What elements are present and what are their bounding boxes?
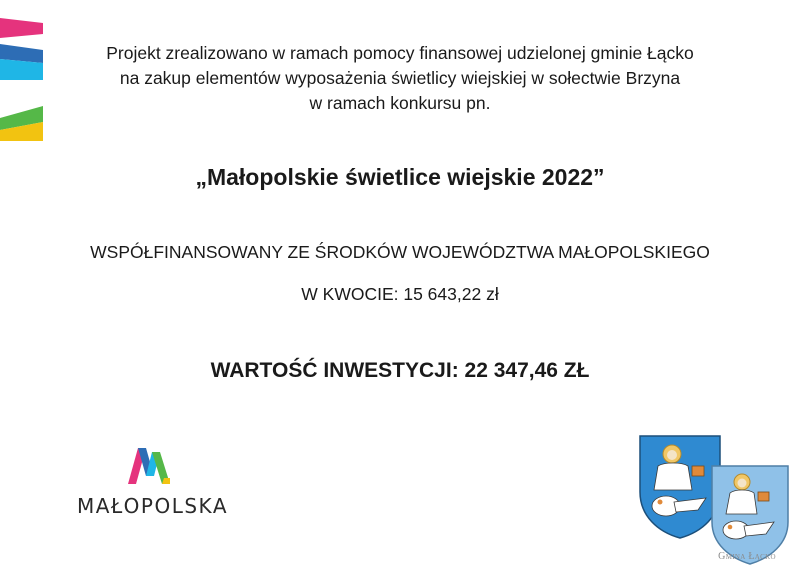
back-shield bbox=[640, 436, 720, 538]
front-shield bbox=[712, 466, 788, 564]
investment-value: WARTOŚĆ INWESTYCJI: 22 347,46 ZŁ bbox=[210, 359, 590, 382]
cofinancing-statement: WSPÓŁFINANSOWANY ZE ŚRODKÓW WOJEWÓDZTWA MAŁOPOLSKIEGO bbox=[90, 242, 710, 262]
malopolska-wordmark: MAŁOPOLSKA bbox=[77, 494, 229, 518]
coat-of-arms-icon bbox=[634, 432, 794, 570]
malopolska-logo bbox=[70, 438, 230, 528]
pink-stripe bbox=[0, 18, 43, 38]
intro-line-3: w ramach konkursu pn. bbox=[309, 93, 491, 113]
contest-title: „Małopolskie świetlice wiejskie 2022” bbox=[195, 164, 605, 190]
commune-name-caption: Gmina Łącko bbox=[718, 551, 776, 562]
project-description bbox=[40, 41, 760, 116]
intro-line-1: Projekt zrealizowano w ramach pomocy finansowej udzielonej gminie Łącko bbox=[106, 43, 694, 63]
intro-line-2: na zakup elementów wyposażenia świetlicy wiejskiej w sołectwie Brzyna bbox=[119, 68, 681, 88]
malopolska-m-logo-icon bbox=[126, 438, 172, 486]
cofinancing-amount: W KWOCIE: 15 643,22 zł bbox=[301, 284, 499, 304]
